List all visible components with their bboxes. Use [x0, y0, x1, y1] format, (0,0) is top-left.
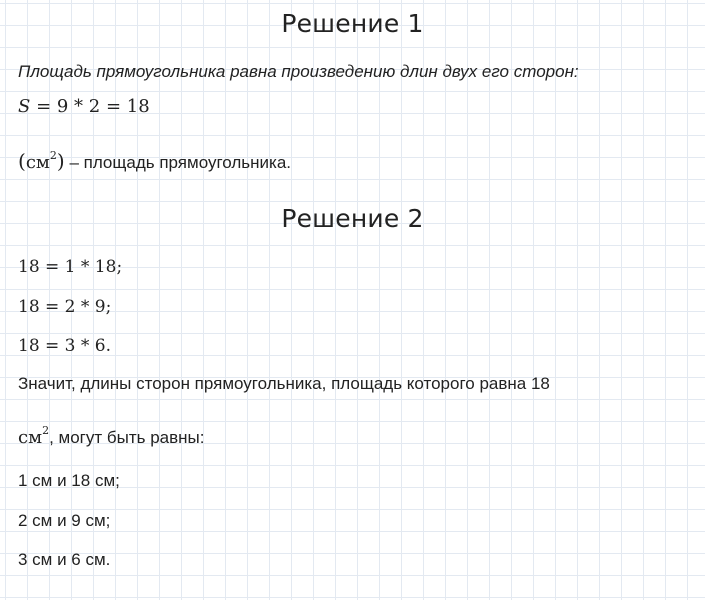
conclusion-unit: см [18, 427, 43, 448]
answer-line: 3 см и 6 см. [18, 550, 111, 569]
answer-line: 1 см и 18 см; [18, 471, 120, 490]
conclusion-tail: , могут быть равны: [49, 428, 205, 447]
formula-expression: = 9 * 2 = 18 [30, 96, 150, 117]
unit-exponent: 2 [49, 149, 57, 162]
unit-close-paren: ) [56, 149, 65, 173]
answer-line: 2 см и 9 см; [18, 511, 111, 530]
area-formula [18, 96, 150, 118]
conclusion-text: Значит, длины сторон прямоугольника, площадь которого равна 18 [18, 374, 550, 393]
solution-1-heading: Решение 1 [281, 9, 424, 38]
unit-description: – площадь прямоугольника. [64, 153, 292, 172]
conclusion-unit-exponent: 2 [42, 424, 50, 437]
formula-variable: S [18, 96, 31, 117]
equation-line: 18 = 1 * 18; [18, 257, 123, 277]
equation-line: 18 = 2 * 9; [18, 297, 112, 317]
unit-open-paren: ( [18, 149, 26, 173]
conclusion-unit-line [18, 424, 205, 449]
equation-line: 18 = 3 * 6. [18, 336, 112, 356]
unit-text: см [25, 152, 50, 173]
area-rule-text: Площадь прямоугольника равна произведению длин двух его сторон: [18, 62, 579, 81]
unit-line [18, 150, 291, 174]
solution-2-heading: Решение 2 [281, 204, 424, 233]
